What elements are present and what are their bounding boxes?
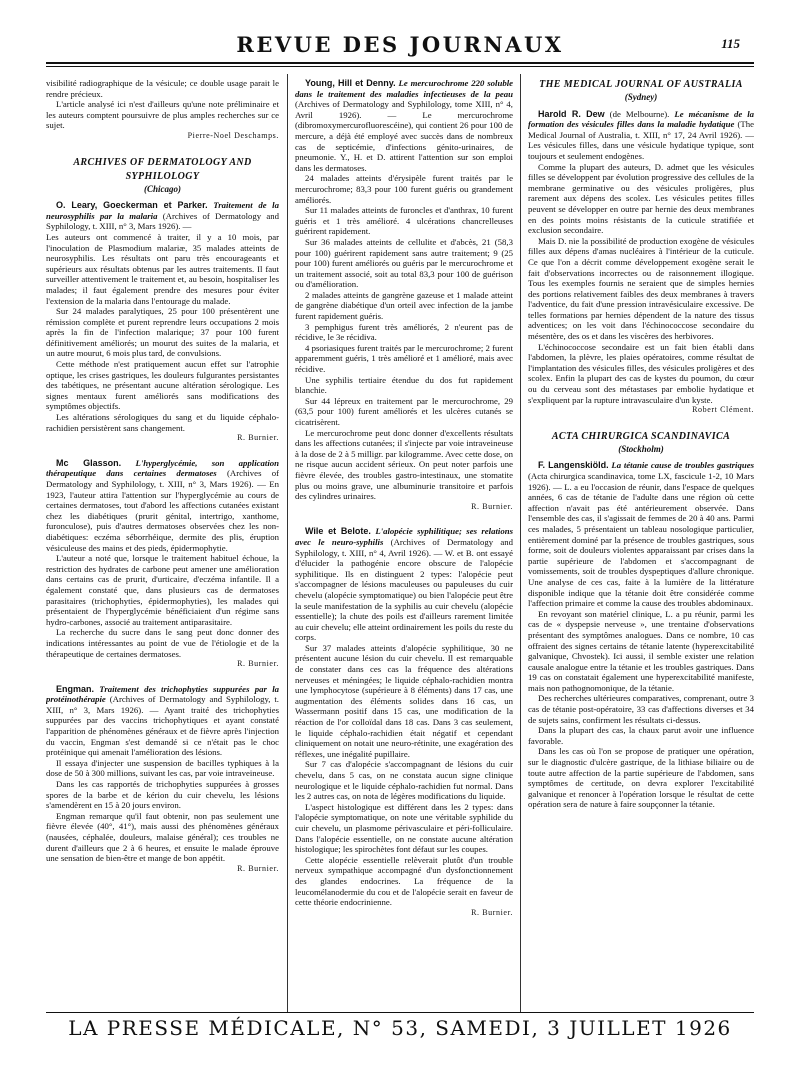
article-opening [528, 460, 754, 608]
article-title: L'alopécie syphilitique; ses relations avec le neuro-syphilis [295, 526, 513, 547]
article-paragraph: L'aspect histologique est différent dans les 2 types: dans l'alopécie symptomatique, on note une véritable syphilide du cuir chevelu, un plasmome périvasculaire et péri-folliculaire. Dans l'alopécie essentielle, on ne constate aucune altération histologique; les spirochètes font défaut sur les coupes. [295, 801, 513, 855]
article-paragraph: Le mercurochrome (dibromoxymercurofluorescéine), qui contient 26 pour 100 de mercure, a déjà été employé avec succès dans de nombreux cas de septicémie, d'infections génito-urinaires, de pneumonie. Y., H. et D. attirent l'attention sur son emploi dans les dermatoses. [295, 109, 513, 173]
article-authors: Harold R. Dew [538, 108, 605, 119]
article-opening [46, 684, 279, 758]
article-paragraph: 3 pemphigus furent très améliorés, 2 n'eurent pas de récidive, le 3e récidiva. [295, 321, 513, 343]
column-separator-1 [287, 74, 288, 1012]
signature: R. Burnier. [237, 863, 279, 873]
article-paragraph: Ayant traité des trichophyties suppurées par des vaccins trichophytiques et ayant constaté l'apparition de phénomènes généraux et de fièvre après l'injection du vaccin, Engman s'est demandé si ce n'était pas le choc protéinique qui amenait l'amélioration des lésions. [46, 704, 279, 758]
article-paragraph: En 1923, l'auteur attira l'attention sur l'hyperglycémie au cours de certaines dermatoses, tout d'abord les affections cutanées existant chez les diabétiques (prurit génital, intertrigo, xanthome, furonculose), puis d'autres dermatoses observées chez les non-diabétiques: eczéma séborrhéique, dermite des plis, éruption vésiculeuse des mains et des pieds, épidermophytie. [46, 479, 279, 553]
journal-heading: ACTA CHIRURGICA SCANDINAVICA [551, 430, 731, 442]
journal-place: (Chicago) [144, 183, 181, 194]
article-opening [528, 109, 754, 162]
article-opening [295, 78, 513, 173]
article-paragraph: L'échinococcose secondaire est un fait bien établi dans l'abdomen, la plèvre, les plaies opératoires, comme résultat de l'implantation des vésicules filles, des vésicules proligères et des scolex. Enfin la plupart des cas de kystes du poumon, du cœur ou du cerveau sont des métastases par embolie hydatique et s'expliquent par la rupture intravasculaire d'un kyste. [528, 341, 754, 405]
journal-heading: THE MEDICAL JOURNAL OF AUSTRALIA [539, 79, 743, 90]
signature: Robert Clément. [692, 405, 754, 415]
article-authors: Wile et Belote. [305, 526, 371, 537]
journal-heading: ARCHIVES OF DERMATOLOGY AND SYPHILOLOGY [73, 156, 252, 182]
article-citation: (Archives of Dermatology and Syphilology, t. XIII, n° 3, Mars 1926). — [46, 468, 279, 489]
column-1 [46, 78, 279, 1008]
article-paragraph: Sur 44 lépreux en traitement par le mercurochrome, 29 (63,5 pour 100) furent améliorés et les ulcères cutanés se cicatrisèrent. [295, 395, 513, 427]
column-3 [528, 78, 754, 1008]
article-paragraph: L. a eu l'occasion de réunir, dans l'espace de quelques années, 6 cas de tétanie de l'adulte dans une région où cette affection n'avait pas été antérieurement observée. Dans l'ensemble des cas, il s'agissait de femmes de 20 à 40 ans. Parmi ces malades, 5 présentaient un tableau nosologique particulier, entièrement dominé par la présence de troubles gastriques, sous forme, soit de douleurs violentes apparaissant par crises dans la partie supérieure de l'abdomen et s'accompagnant de vomissements, soit de troubles dyspeptiques d'allure chronique. Une analyse de ces cas, faite à la lumière de la littérature disponible indique que la tétanie doit être considérée comme l'affection primaire et comme la cause des troubles abdominaux. [528, 481, 754, 609]
intro-paragraph: L'article analysé ici n'est d'ailleurs qu'une note préliminaire et les auteurs comptent poursuivre de plus amples recherches sur ce sujet. [46, 99, 279, 131]
article-paragraph: En revoyant son matériel clinique, L. a pu réunir, parmi les cas de « dyspepsie nerveuse », une trentaine d'observations présentant des symptômes analogues. Dans ce nombre, 10 cas offraient des signes certains de tétanie latente (hyperexcitabilité galvanique, Chvostek). Ici aussi, il semble exister une relation causale analogue entre la tétanie et les troubles gastriques. Dans 19 cas on constatait également une hyperexcitabilité manifeste, mais non pathognomonique, de la tétanie. [528, 608, 754, 693]
intro-paragraph: visibilité radiographique de la vésicule; ce double usage parait le rendre précieux. [46, 78, 279, 99]
article-paragraph: Une syphilis tertiaire étendue du dos fut rapidement blanchie. [295, 374, 513, 396]
article-paragraph: 24 malades atteints d'érysipèle furent traités par le mercurochrome; 83,3 pour 100 furent guéris ou grandement améliorés. [295, 173, 513, 205]
article-paragraph: Comme la plupart des auteurs, D. admet que les vésicules filles se développent par évolution progressive des cellules de la membrane germinative ou des vésicules proligères, plus rarement aux dépens des scolex. Les vésicules petites filles peuvent se développer en outre par hernie des deux membranes en des points moins résistants de la cuticule stratifiée et exclusion secondaire. [528, 161, 754, 236]
article-paragraph: Des recherches ultérieures comparatives, comprenant, outre 3 cas de tétanie post-opératoire, 33 cas d'affections diverses et 34 de sujets sains, confirment les résultats ci-dessus. [528, 693, 754, 725]
article-paragraph: Sur 24 malades paralytiques, 25 pour 100 présentèrent une rémission complète et purent reprendre leurs occupations 2 mois après la fin de l'infection malarique; 37 pour 100 furent définitivement améliorés; un mourut des suites de la malaria, et un autre mourut, 6 mois plus tard, de convulsions. [46, 306, 279, 359]
article-paragraph: 2 malades atteints de gangrène gazeuse et 1 malade atteint de gangrène diabétique d'un orteil avec infection de la jambe furent rapidement guéris. [295, 289, 513, 322]
article-paragraph: 4 psoriasiques furent traités par le mercurochrome; 2 furent apparemment guéris, 1 très amélioré et 1 amélioré, mais avec récidive. [295, 342, 513, 375]
article-citation: (Acta chirurgica scandinavica, tome LX, fascicule 1-2, 10 Mars 1926). — [528, 471, 754, 492]
header-rule-thin [46, 66, 754, 67]
article-paragraph: Sur 37 malades atteints d'alopécie syphilitique, 30 ne présentent aucune lésion du cuir chevelu. Il est remarquable de constater dans ces cas la fréquence des altérations nerveuses et méningées; le liquide céphalo-rachidien montra une lymphocytose (supérieure à 8 éléments) dans 17 cas, une augmentation des éléments solides dans 16 cas, un Wassermann positif dans 15 cas, une modification de la réaction de l'or colloïdal dans 18 cas. Dans 3 cas seulement, le liquide céphalo-rachidien était négatif et cependant cliniquement on notait une neuro-rétinite, une exagération des réflexes, une inégalité pupillaire. [295, 642, 513, 759]
article-paragraph: Mais D. nie la possibilité de production exogène de vésicules filles aux dépens d'amas nucléaires à l'intérieur de la cuticule. Ce que l'on a décrit comme développement exogène serait le fait d'observations incorrectes ou de raisonnement illogique. Tous les exemples fournis ne seraient que de simples hernies des portions relativement faibles des deux membranes à travers l'adventice, du fait d'une pression intravésiculaire excessive. De telles formations par hernies dépendent de la nature des tissus adventices; on les voit dans l'échinococcose secondaire du mésentère, des os et dans les viscères des herbivores. [528, 235, 754, 342]
article-citation: (Archives of Dermatology and Syphilology, t. XIII, n° 3, Mars 1926). — [46, 210, 279, 232]
journal-place: (Stockholm) [618, 443, 664, 454]
article-paragraph: Dans les cas où l'on se propose de pratiquer une opération, sur le diagnostic d'ulcère gastrique, de la lithiase biliaire ou de toute autre affection de la partie supérieure de l'abdomen, sans symptômes de certitude, on devra explorer l'excitabilité galvanique et renoncer à l'opération lorsque le résultat de cette opération sera de nature à faire soupçonner la tétanie. [528, 746, 754, 810]
journal-section-title: REVUE DES JOURNAUX [236, 32, 564, 57]
column-separator-2 [520, 74, 521, 1012]
article-paragraph: Les auteurs ont commencé à traiter, il y a 10 mois, par l'inoculation de Plasmodium malariæ, 35 malades atteints de neurosyphilis. Les résultats ont paru très encourageants et supérieurs aux résultats obtenus par les autres traitements. Il faut surveiller attentivement le traitement et, au besoin, hospitaliser les malades; il faut également prendre des mesures pour éviter l'extension de la malaria dans l'entourage du malade. [46, 231, 279, 306]
journal-place: (Sydney) [624, 92, 658, 102]
article-authors: Engman. [56, 683, 95, 694]
article-citation: (Archives of Dermatology and Syphilology, tome XIII, n° 4, Avril 1926). — [295, 99, 513, 120]
article-authors: F. Langenskiöld. [538, 460, 609, 471]
article-paragraph: Cette méthode n'est pratiquement aucun effet sur l'atrophie optique, les crises gastriques, les douleurs fulgurantes persistantes des tabétiques, ne présentant aucune altération sérologique. Les signes mentaux furent améliorés sans modifications des symptômes objectifs. [46, 359, 279, 412]
article-authors: Mc Glasson. [56, 457, 122, 468]
footer-rule [46, 1012, 754, 1013]
page-footer: LA PRESSE MÉDICALE, N° 53, SAMEDI, 3 JUILLET 1926 [68, 1016, 732, 1040]
article-authors: Young, Hill et Denny. [305, 78, 396, 88]
article-citation: (Archives of Dermatology and Syphilology, t. XIII, n° 3, Mars 1926). — [46, 694, 279, 715]
article-paragraph: Engman remarque qu'il faut obtenir, non pas seulement une fièvre élevée (40°, 41°), mais aussi des phénomènes généraux (nausées, céphalée, douleurs, malaise général); ces troubles ne durent d'ailleurs que 2 à 6 heures, et ensuite le malade éprouve une sensation de bien-être et mange de bon appétit. [46, 810, 279, 864]
signature: R. Burnier. [471, 501, 513, 511]
article-opening [46, 458, 279, 553]
article-title: Le mercurochrome 220 soluble dans le traitement des maladies infectieuses de la peau [295, 78, 513, 99]
article-paragraph: Les altérations sérologiques du sang et du liquide céphalo-rachidien persistèrent sans changement. [46, 412, 279, 433]
article-paragraph: Les vésicules filles, dans une vésicule hydatique typique, sont toujours et seulement endogènes. [528, 140, 754, 161]
column-2 [295, 78, 513, 1008]
article-citation: (Archives of Dermatology and Syphilology, t. XIII, n° 4, Avril 1926). — [295, 536, 513, 558]
article-title: Traitement de la neurosyphilis par la malaria [46, 200, 279, 221]
article-paragraph: Le mercurochrome peut donc donner d'excellents résultats dans les affections cutanées; il s'injecte par voie intraveineuse à la dose de 2 à 5 milligr. par kilogramme. Avec cette dose, on ne risque aucun accident sérieux. On peut noter parfois une fièvre élevée, des troubles gastro-intestinaux, une stomatite plus ou moins grave, une albuminurie transitoire et parfois des cylindres urinaires. [295, 427, 513, 502]
article-paragraph: La recherche du sucre dans le sang peut donc donner des indications intéressantes au point de vue de l'étiologie et de la thérapeutique de certaines dermatoses. [46, 627, 279, 659]
article-citation: (The Medical Journal of Australia, t. XIII, n° 17, 24 Avril 1926). — [528, 119, 754, 140]
article-paragraph: Dans les cas rapportés de trichophyties suppurées à grosses spores de la barbe et de kérion du cuir chevelu, les lésions s'amendèrent en 15 à 20 jours environ. [46, 779, 279, 811]
article-opening [295, 526, 513, 643]
article-paragraph: L'auteur a noté que, lorsque le traitement habituel échoue, la restriction des hydrates de carbone peut amener une amélioration dans certains cas de prurit, d'urticaire, d'eczéma infantile. Il a également constaté que, dans plusieurs cas de dermatoses parasitaires (trichophyties, épidermophyties), les malades qui présentaient de l'hyperglycémie bénéficiaient d'un régime sans hydro-carbones, associé au traitement antiparasitaire. [46, 553, 279, 627]
article-paragraph: W. et B. ont essayé d'élucider la pathogénie encore obscure de l'alopécie syphilitique. Ils en distinguent 2 types: l'alopécie peut s'accompagner de lésions maculeuses ou papuleuses du cuir chevelu (alopécie symptomatique) ou bien l'alopécie peut être la seule manifestation de la syphilis au cuir chevelu (alopécie essentielle); la chute des poils est d'ailleurs rarement limitée au cuir chevelu; elle atteint ordinairement les poils du reste du corps. [295, 547, 513, 643]
article-authors: O. Leary, Goeckerman et Parker. [56, 200, 208, 211]
author-affiliation: (de Melbourne). [609, 108, 670, 119]
signature: Pierre-Noel Deschamps. [187, 130, 279, 140]
article-title: Traitement des trichophyties suppurées par la protéinothérapie [46, 683, 279, 705]
signature: R. Burnier. [471, 907, 513, 917]
article-opening [46, 200, 279, 232]
article-paragraph: Il essaya d'injecter une suspension de bacilles typhiques à la dose de 50 à 300 millions, suivant les cas, par voie intraveineuse. [46, 757, 279, 779]
article-title: La tétanie cause de troubles gastriques [611, 460, 754, 471]
header-rule [46, 62, 754, 64]
article-paragraph: Sur 11 malades atteints de furoncles et d'anthrax, 10 furent guéris et 1 très amélioré. 4 ulcérations chancrelleuses guérirent rapidement. [295, 205, 513, 237]
signature: R. Burnier. [237, 433, 279, 443]
article-paragraph: Cette alopécie essentielle relèverait plutôt d'un trouble nerveux sympathique accompagné d'un dysfonctionnement des glandes endocrines. La fréquence de la leucomélanodermie du cou et de l'alopécie serait en faveur de cette théorie endocrinienne. [295, 854, 513, 908]
article-title: Le mécanisme de la formation des vésicules filles dans la maladie hydatique [528, 108, 754, 130]
article-paragraph: Sur 7 cas d'alopécie s'accompagnant de lésions du cuir chevelu, dans 5 cas, on ne constata aucun signe clinique neurologique et le liquide céphalo-rachidien fut normal. Dans les 2 autres cas, on nota de légères modifications du liquide. [295, 759, 513, 802]
signature: R. Burnier. [237, 659, 279, 669]
article-paragraph: Sur 36 malades atteints de cellulite et d'abcès, 21 (58,3 pour 100) guérirent rapidement sans autre traitement; 9 (25 pour 100) furent améliorés ou guéris par le mercurochrome et un traitement associé, soit au total 83,3 pour 100 de guérison ou d'amélioration. [295, 236, 513, 290]
page-number: 115 [721, 36, 740, 51]
article-title: L'hyperglycémie, son application thérapeutique dans certaines dermatoses [46, 457, 279, 479]
page-header [46, 32, 754, 58]
article-paragraph: Dans la plupart des cas, la chaux parut avoir une influence favorable. [528, 725, 754, 746]
